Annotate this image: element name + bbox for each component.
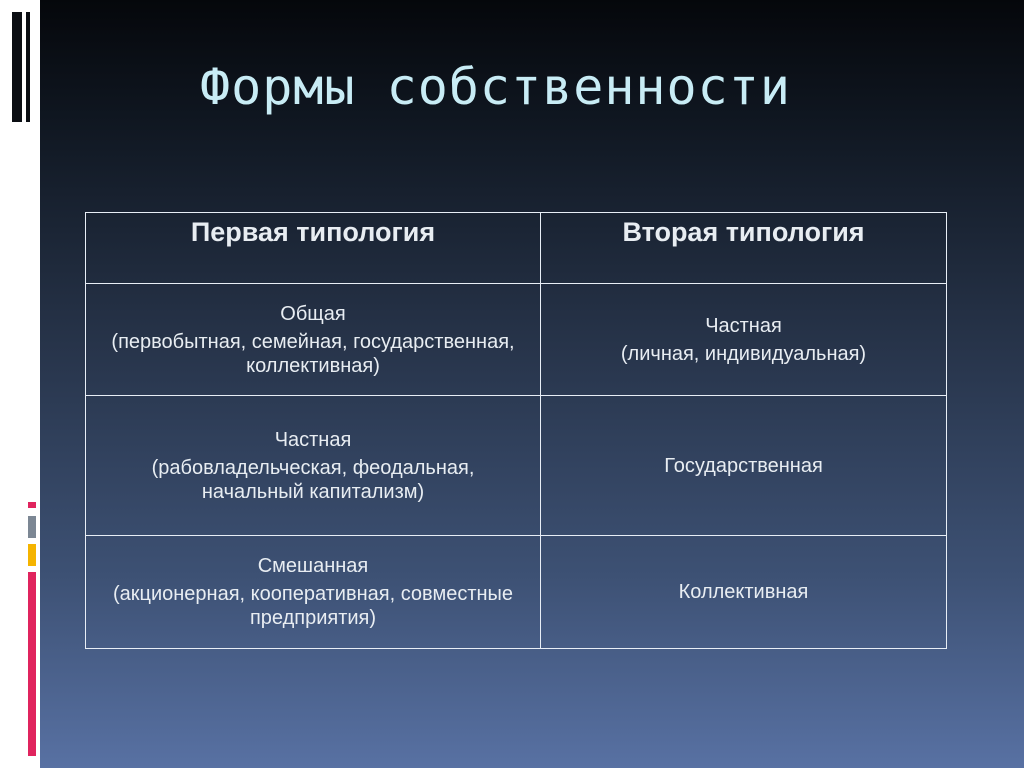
- slide-title: Формы собственности: [200, 58, 791, 116]
- cell-first-typology: [86, 284, 541, 396]
- table-row: [86, 396, 947, 536]
- cell-name: Общая: [280, 302, 346, 325]
- cell-detail: (первобытная, семейная, государственная, коллективная): [111, 330, 515, 377]
- decorative-side-strip: [28, 502, 36, 756]
- table-header-row: [86, 213, 947, 284]
- cell-name: Коллективная: [678, 581, 809, 603]
- cell-name: Частная: [274, 428, 352, 451]
- cell-name: Частная: [705, 314, 782, 337]
- decorative-bar-top: [8, 12, 38, 122]
- cell-name: Государственная: [664, 454, 823, 477]
- cell-first-typology: [86, 396, 541, 536]
- cell-name: Смешанная: [257, 555, 369, 577]
- header-second-typology: Вторая типология: [541, 213, 947, 284]
- cell-detail: (акционерная, кооперативная, совместные предприятия): [112, 583, 514, 629]
- cell-detail: (личная, индивидуальная): [620, 342, 867, 365]
- table-row: [86, 284, 947, 396]
- cell-second-typology: [541, 284, 947, 396]
- header-first-typology: Первая типология: [86, 213, 541, 284]
- cell-first-typology: [86, 536, 541, 649]
- table-row: [86, 536, 947, 649]
- cell-second-typology: [541, 396, 947, 536]
- ownership-table: [85, 212, 947, 649]
- cell-second-typology: [541, 536, 947, 649]
- cell-detail: (рабовладельческая, феодальная, начальный капитализм): [151, 456, 475, 503]
